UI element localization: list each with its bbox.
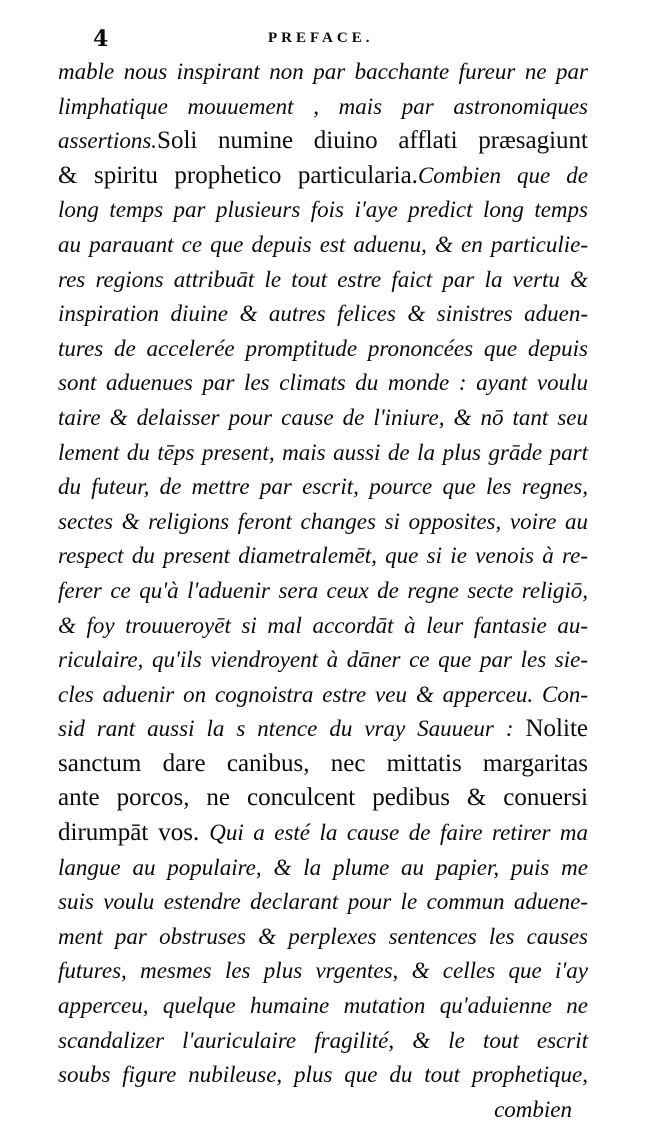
- catchword: combien: [494, 1096, 572, 1122]
- text-line: [58, 193, 588, 228]
- italic-text-segment: scandalizer l'auriculaire fragilité, & le tout escrit: [58, 1027, 588, 1053]
- italic-text-segment: mable nous inspirant non par bacchante fureur ne par: [58, 59, 588, 84]
- roman-text-segment: ante porcos, ne conculcent pedibus & conuersi: [58, 784, 588, 812]
- italic-text-segment: & foy trouueroyēt si mal accordāt à leur fantasie au-: [58, 612, 588, 638]
- text-line: [58, 436, 588, 471]
- italic-text-segment: assertions.: [58, 128, 158, 154]
- italic-text-segment: ferer ce qu'à l'aduenir sera ceux de regne secte religiō,: [58, 577, 588, 603]
- italic-text-segment: Combien que de: [417, 162, 588, 188]
- roman-text-segment: Nolite: [525, 715, 588, 743]
- text-line: [58, 55, 588, 90]
- italic-text-segment: sid rant aussi la s ntence du vray Sauueur :: [58, 716, 526, 742]
- text-line: [58, 851, 588, 886]
- page-header: [0, 26, 657, 54]
- italic-text-segment: sectes & religions feront changes si opposites, voire au: [58, 508, 588, 534]
- italic-text-segment: sont aduenues par les climats du monde : ayant voulu: [58, 370, 588, 396]
- catchword-line: [58, 1093, 588, 1127]
- text-line: [58, 885, 588, 920]
- italic-text-segment: apperceu, quelque humaine mutation qu'aduienne ne: [58, 993, 588, 1019]
- text-line: [58, 366, 588, 401]
- text-line: [58, 263, 588, 298]
- text-line: [58, 539, 588, 574]
- text-line: [58, 1058, 588, 1093]
- text-line: [58, 505, 588, 540]
- text-line: [58, 297, 588, 332]
- text-line: [58, 401, 588, 436]
- running-head: PREFACE.: [268, 30, 374, 46]
- text-line: [58, 954, 588, 989]
- italic-text-segment: tures de accelerée promptitude prononcées que depuis: [58, 335, 588, 361]
- text-line: [58, 159, 588, 194]
- italic-text-segment: langue au populaire, & la plume au papier, puis me: [58, 854, 588, 880]
- italic-text-segment: long temps par plusieurs fois i'aye predict long temps: [58, 197, 588, 223]
- italic-text-segment: du futeur, de mettre par escrit, pource que les regnes,: [58, 474, 588, 500]
- text-line: [58, 124, 588, 159]
- italic-text-segment: res regions attribuāt le tout estre faict par la vertu &: [58, 266, 588, 292]
- italic-text-segment: respect du present diametralemēt, que si ie venois à re-: [58, 543, 588, 569]
- italic-text-segment: Qui a esté la cause de faire retirer ma: [209, 820, 588, 846]
- italic-text-segment: inspiration diuine & autres felices & sinistres aduen-: [58, 301, 588, 327]
- roman-text-segment: Soli numine diuino afflati præsagiunt: [157, 127, 588, 155]
- text-line: [58, 574, 588, 609]
- text-line: [58, 228, 588, 263]
- text-line: [58, 920, 588, 955]
- italic-text-segment: soubs figure nubileuse, plus que du tout prophetique,: [58, 1062, 588, 1088]
- italic-text-segment: limphatique mouuement , mais par astronomiques: [58, 93, 588, 119]
- text-line: [58, 747, 588, 782]
- text-line: [58, 90, 588, 125]
- italic-text-segment: riculaire, qu'ils viendroyent à dāner ce que par les sie-: [58, 647, 588, 673]
- italic-text-segment: taire & delaisser pour cause de l'iniure, & nō tant seu: [58, 404, 588, 430]
- roman-text-segment: sanctum dare canibus, nec mittatis margaritas: [58, 749, 588, 777]
- text-line: [58, 816, 588, 851]
- text-line: [58, 470, 588, 505]
- text-line: [58, 678, 588, 713]
- italic-text-segment: futures, mesmes les plus vrgentes, & celles que i'ay: [58, 958, 588, 984]
- italic-text-segment: lement du tēps present, mais aussi de la plus grāde part: [58, 439, 588, 465]
- text-line: [58, 712, 588, 747]
- italic-text-segment: cles aduenir on cognoistra estre veu & apperceu. Con-: [58, 681, 588, 707]
- italic-text-segment: au parauant ce que depuis est aduenu, & en particulie-: [58, 231, 588, 257]
- roman-text-segment: & spiritu prophetico particularia.: [58, 161, 418, 189]
- roman-text-segment: dirumpāt vos.: [58, 819, 210, 847]
- italic-text-segment: ment par obstruses & perplexes sentences les causes: [58, 923, 588, 949]
- text-line: [58, 1024, 588, 1059]
- text-line: [58, 989, 588, 1024]
- body-text: [58, 55, 588, 1127]
- text-line: [58, 781, 588, 816]
- page-number: 4: [93, 26, 109, 52]
- text-line: [58, 609, 588, 644]
- text-line: [58, 643, 588, 678]
- italic-text-segment: suis voulu estendre declarant pour le commun aduene-: [58, 889, 588, 915]
- text-line: [58, 332, 588, 367]
